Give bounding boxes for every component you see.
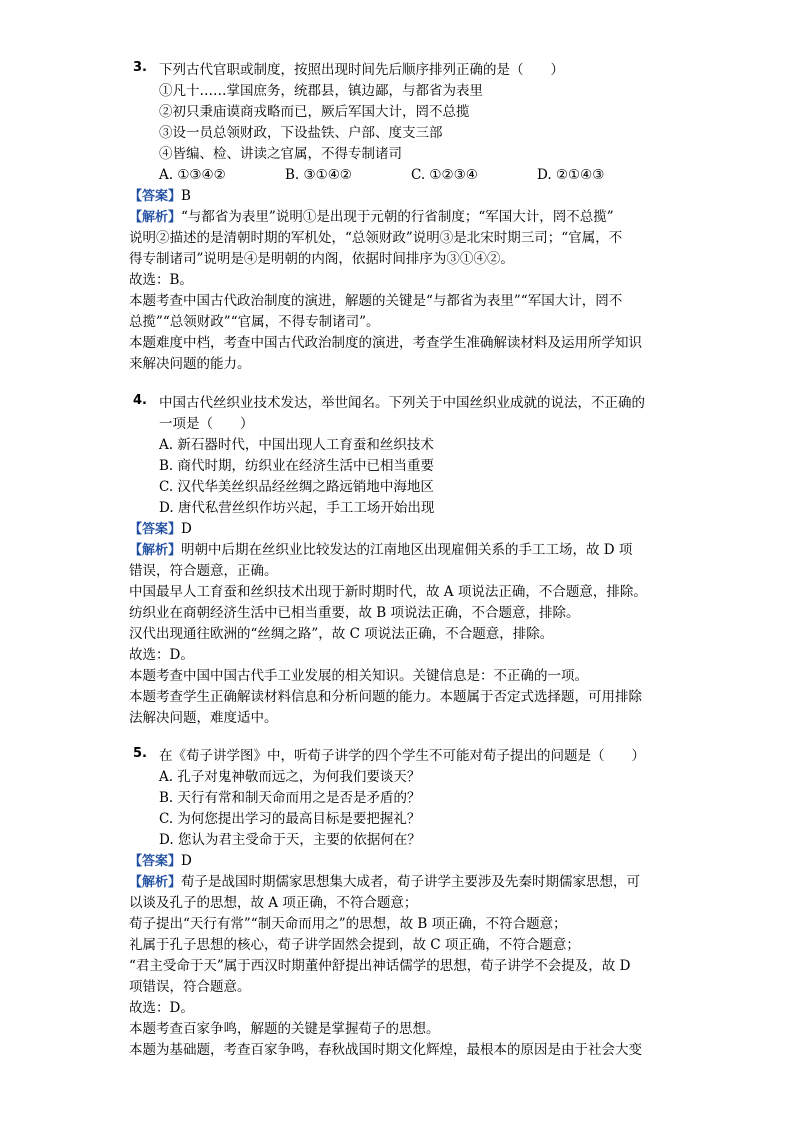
analysis-text: 本题难度中档，考查中国古代政治制度的演进，考查学生准确解读材料及运用所学知识 — [129, 335, 642, 351]
analysis-text: “君主受命于天”属于西汉时期董仲舒提出神话儒学的思想，荀子讲学不会提及，故 D — [129, 958, 631, 974]
choice-b: B. ③①④② — [285, 167, 352, 183]
choice-a: A. ①③④② — [159, 167, 226, 183]
analysis-line — [129, 207, 663, 228]
answer-value: D — [181, 853, 192, 869]
question-4 — [129, 393, 663, 729]
statement-item: ②初只秉庙谟商戎略而已，厥后军国大计，罔不总揽 — [159, 104, 470, 120]
question-3-stem — [133, 60, 663, 81]
question-text: 中国古代丝织业技术发达，举世闻名。下列关于中国丝织业成就的说法，不正确的 — [159, 395, 645, 411]
answer-label: 【答案】 — [129, 189, 182, 204]
question-3 — [129, 60, 663, 375]
answer-label: 【答案】 — [129, 854, 182, 869]
question-text-continued: 一项是（ ） — [159, 416, 254, 432]
analysis-text: 礼属于孔子思想的核心，荀子讲学固然会提到，故 C 项正确，不符合题意； — [129, 937, 580, 953]
choice-d: D. ②①④③ — [537, 167, 605, 183]
analysis-text: 本题考查中国古代政治制度的演进，解题的关键是“与都省为表里”“军国大计，罔不 — [129, 293, 623, 309]
analysis-text: 说明②描述的是清朝时期的军机处，“总领财政”说明③是北宋时期三司；“官属，不 — [129, 230, 623, 246]
analysis-text: 法解决问题，难度适中。 — [129, 710, 278, 726]
question-5-stem — [133, 746, 663, 767]
analysis-text: 故选：D。 — [129, 647, 194, 663]
analysis-text: 汉代出现通往欧洲的“丝绸之路”，故 C 项说法正确，不合题意，排除。 — [129, 626, 554, 642]
statement-item: ④皆编、检、讲读之官属，不得专制诸司 — [159, 146, 402, 162]
analysis-text: 纺织业在商朝经济生活中已相当重要，故 B 项说法正确，不合题意，排除。 — [129, 605, 580, 621]
answer-line — [129, 186, 663, 207]
question-text: 在《荀子讲学图》中，听荀子讲学的四个学生不可能对荀子提出的问题是（ ） — [159, 748, 645, 764]
analysis-text: 荀子提出“天行有常”“制天命而用之”的思想，故 B 项正确，不符合题意； — [129, 916, 567, 932]
analysis-text: 来解决问题的能力。 — [129, 356, 251, 372]
statement-item: ①凡十……掌国庶务，统郡县，镇边鄙，与都省为表里 — [159, 83, 483, 99]
answer-line — [129, 519, 663, 540]
analysis-label: 【解析】 — [129, 875, 182, 890]
analysis-text: 项错误，符合题意。 — [129, 979, 251, 995]
question-text: 下列古代官职或制度，按照出现时间先后顺序排列正确的是（ ） — [159, 62, 564, 78]
answer-value: D — [181, 521, 192, 537]
answer-value: B — [181, 188, 191, 204]
question-5-options — [133, 767, 663, 851]
question-number: 3. — [133, 60, 147, 75]
analysis-text: 本题考查学生正确解读材料信息和分析问题的能力。本题属于否定式选择题，可用排除 — [129, 689, 642, 705]
analysis-label: 【解析】 — [129, 543, 182, 558]
choice-c: C. ①②③④ — [411, 167, 478, 183]
analysis-line — [129, 872, 663, 893]
answer-choices — [159, 165, 663, 186]
question-number: 4. — [133, 393, 147, 408]
answer-label: 【答案】 — [129, 522, 182, 537]
analysis-text: “与都省为表里”说明①是出现于元朝的行省制度；“军国大计，罔不总揽” — [181, 209, 614, 225]
answer-line — [129, 851, 663, 872]
choice-d: D. 唐代私营丝织作坊兴起，手工工场开始出现 — [159, 500, 435, 516]
question-3-items — [133, 81, 663, 186]
statement-item: ③设一员总领财政，下设盐铁、户部、度支三部 — [159, 125, 443, 141]
analysis-text: 本题考查百家争鸣，解题的关键是掌握荀子的思想。 — [129, 1021, 440, 1037]
choice-a: A. 新石器时代，中国出现人工育蚕和丝织技术 — [159, 437, 434, 453]
analysis-text: 故选：D。 — [129, 1000, 194, 1016]
choice-d: D. 您认为君主受命于天，主要的依据何在？ — [159, 832, 421, 848]
analysis-label: 【解析】 — [129, 210, 182, 225]
question-4-options — [133, 435, 663, 519]
question-number: 5. — [133, 746, 147, 761]
question-5 — [129, 746, 663, 1061]
analysis-text: 故选：B。 — [129, 272, 193, 288]
analysis-text: 以谈及孔子的思想，故 A 项正确，不符合题意； — [129, 895, 418, 911]
analysis-text: 错误，符合题意，正确。 — [129, 563, 278, 579]
choice-c: C. 汉代华美丝织品经丝绸之路远销地中海地区 — [159, 479, 434, 495]
choice-b: B. 商代时期，纺织业在经济生活中已相当重要 — [159, 458, 435, 474]
analysis-line — [129, 540, 663, 561]
analysis-text: 明朝中后期在丝织业比较发达的江南地区出现雇佣关系的手工工场，故 D 项 — [181, 542, 633, 558]
choice-b: B. 天行有常和制天命而用之是否是矛盾的？ — [159, 790, 421, 806]
analysis-text: 本题考查中国中国古代手工业发展的相关知识。关键信息是：不正确的一项。 — [129, 668, 588, 684]
choice-a: A. 孔子对鬼神敬而远之，为何我们要谈天？ — [159, 769, 421, 785]
analysis-text: 荀子是战国时期儒家思想集大成者，荀子讲学主要涉及先秦时期儒家思想，可 — [181, 874, 641, 890]
analysis-text: 本题为基础题，考查百家争鸣，春秋战国时期文化辉煌，最根本的原因是由于社会大变 — [129, 1042, 642, 1058]
question-4-stem — [133, 393, 663, 435]
analysis-text: 中国最早人工育蚕和丝织技术出现于新时期时代，故 A 项说法正确，不合题意，排除。 — [129, 584, 647, 600]
analysis-text: 得专制诸司”说明是④是明朝的内阁，依据时间排序为③①④②。 — [129, 251, 514, 267]
analysis-text: 总揽”“总领财政”“官属，不得专制诸司”。 — [129, 314, 380, 330]
choice-c: C. 为何您提出学习的最高目标是要把握礼？ — [159, 811, 421, 827]
